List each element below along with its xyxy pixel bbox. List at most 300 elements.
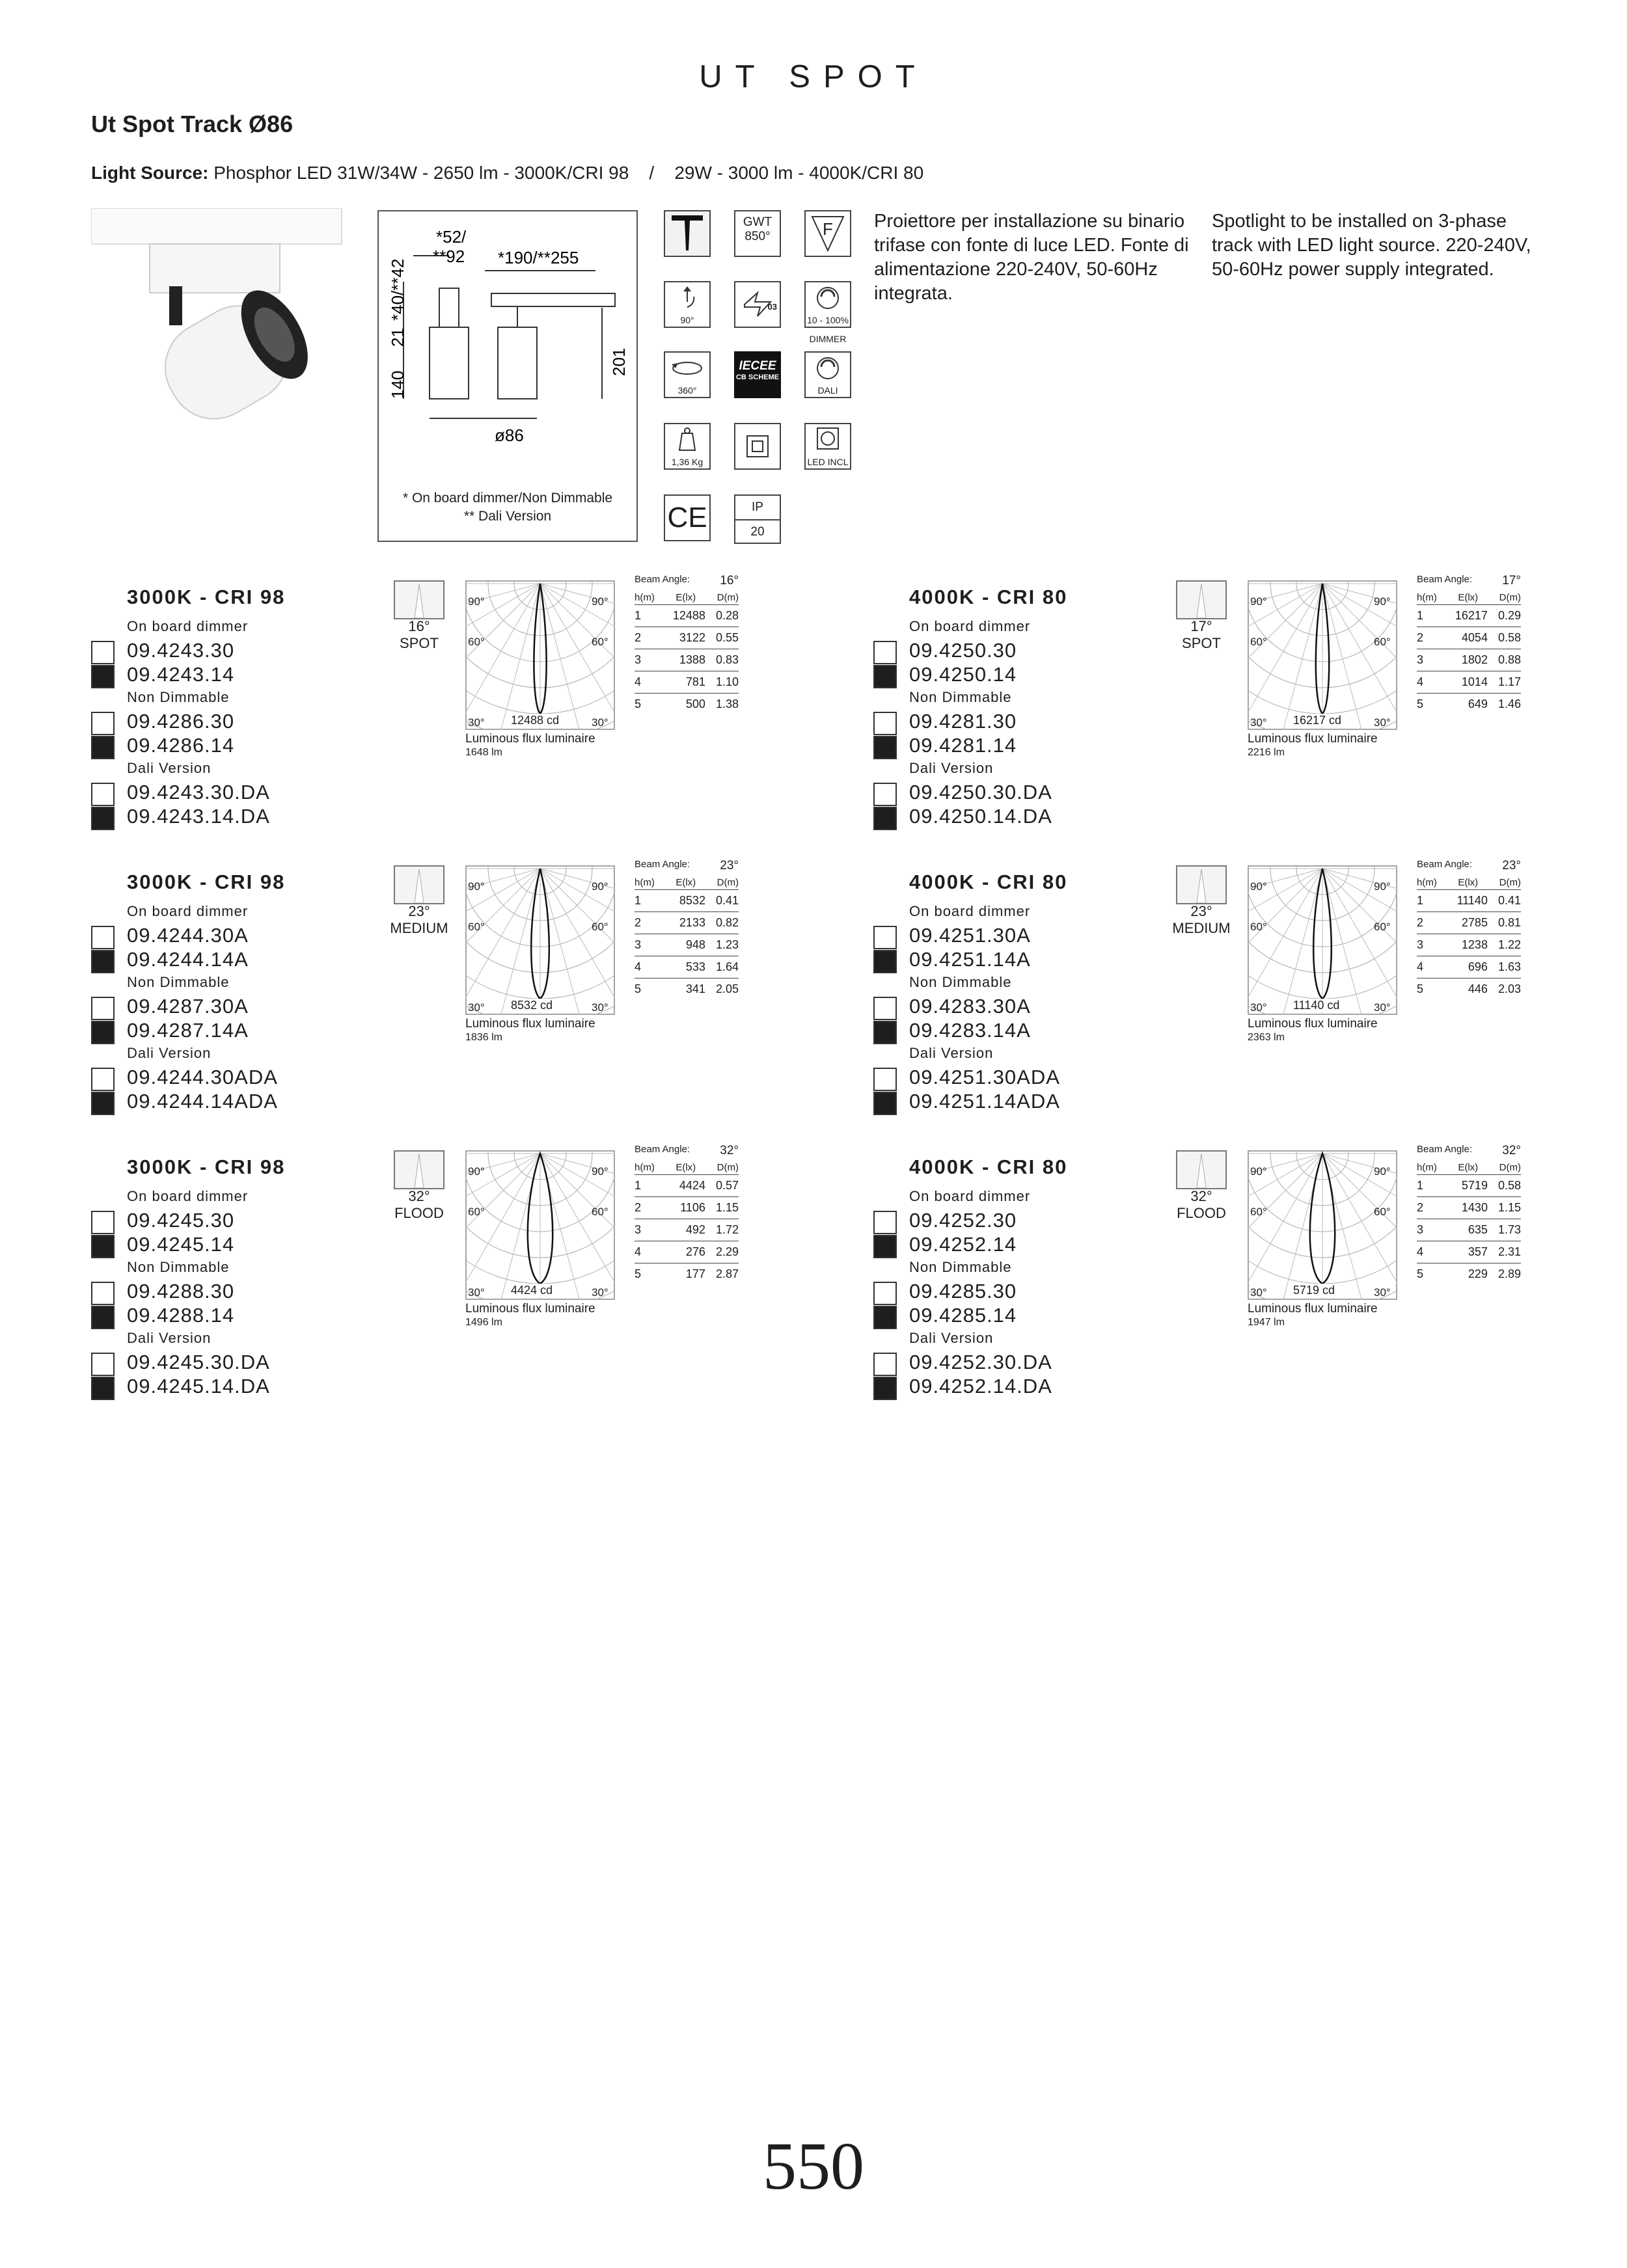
ip-label: IP — [735, 496, 780, 520]
beam-angle-value: 16° — [720, 574, 739, 587]
table-cell: 1430 — [1461, 1201, 1488, 1214]
product-code: 09.4251.14A — [909, 948, 1031, 971]
column-header: h(m) — [1417, 877, 1437, 888]
product-code: 09.4281.30 — [909, 710, 1017, 733]
table-row — [635, 671, 739, 694]
group-label: Dali Version — [127, 1045, 212, 1061]
finish-white-swatch — [91, 1282, 115, 1305]
light-source-text: Phosphor LED 31W/34W - 2650 lm - 3000K/CRI 98 / 29W - 3000 lm - 4000K/CRI 80 — [213, 163, 924, 183]
column-header: h(m) — [635, 592, 655, 603]
product-code: 09.4243.30 — [127, 639, 235, 662]
table-cell: 11140 — [1456, 894, 1488, 907]
table-cell: 4 — [635, 960, 642, 973]
svg-text:60°: 60° — [1250, 636, 1267, 648]
svg-text:30°: 30° — [1374, 716, 1391, 729]
beam-angle-value: 17° — [1502, 574, 1521, 587]
table-row — [635, 649, 739, 671]
polar-diagram — [465, 1150, 615, 1300]
product-code: 09.4288.30 — [127, 1280, 235, 1303]
finish-black-swatch — [873, 1377, 897, 1400]
table-header — [635, 1162, 739, 1175]
dim-left-b: 21 — [388, 328, 407, 347]
table-cell: 5719 — [1461, 1179, 1488, 1192]
product-code: 09.4283.30A — [909, 995, 1031, 1018]
beam-type: FLOOD — [1177, 1205, 1226, 1221]
table-cell: 3 — [635, 938, 642, 951]
finish-white-swatch — [873, 1282, 897, 1305]
table-cell: 16217 — [1455, 609, 1488, 622]
finish-black-swatch — [873, 950, 897, 973]
insulation-icon — [734, 423, 781, 470]
table-row — [1417, 627, 1521, 649]
beam-degree: 17° — [1190, 618, 1212, 634]
dim-note — [377, 489, 638, 526]
table-cell: 1 — [635, 609, 642, 622]
beam-cone-icon — [395, 1152, 443, 1188]
group-label: On board dimmer — [909, 903, 1031, 919]
finish-black-swatch — [91, 1377, 115, 1400]
ce-icon — [664, 494, 711, 541]
variant-title: 3000K - CRI 98 — [127, 1155, 286, 1178]
svg-text:30°: 30° — [468, 716, 485, 729]
column-header: D(m) — [1499, 1162, 1521, 1173]
polar-diagram — [1248, 865, 1397, 1015]
svg-text:60°: 60° — [1374, 1206, 1391, 1218]
beam-angle-label: Beam Angle: — [635, 859, 690, 870]
svg-text:90°: 90° — [592, 1165, 608, 1178]
finish-white-swatch — [873, 783, 897, 806]
column-header: D(m) — [1499, 592, 1521, 603]
svg-text:90°: 90° — [1374, 880, 1391, 893]
product-code: 09.4286.14 — [127, 734, 235, 757]
weight-icon — [664, 423, 711, 470]
led-incl-label: LED INCL — [807, 457, 849, 467]
flux-value: 1648 lm — [465, 747, 502, 758]
svg-text:90°: 90° — [1250, 1165, 1267, 1178]
rotate-icon — [664, 351, 711, 398]
table-cell: 4 — [1417, 1245, 1424, 1258]
dali-icon — [804, 351, 851, 398]
product-code: 09.4252.30.DA — [909, 1351, 1052, 1373]
table-cell: 5 — [635, 982, 642, 995]
dim-note-1: * On board dimmer/Non Dimmable — [402, 491, 613, 506]
table-cell: 1 — [635, 1179, 642, 1192]
table-cell: 635 — [1468, 1223, 1488, 1236]
flux-label: Luminous flux luminaire — [465, 1017, 595, 1031]
candela-value: 8532 cd — [511, 999, 553, 1012]
product-code: 09.4283.14A — [909, 1019, 1031, 1042]
product-code: 09.4244.30ADA — [127, 1066, 278, 1088]
table-cell: 5 — [1417, 982, 1424, 995]
beam-shape-icon — [1176, 865, 1227, 904]
beam-cone-icon — [1177, 867, 1225, 903]
variant-title: 4000K - CRI 80 — [909, 871, 1068, 893]
beam-angle-label: Beam Angle: — [1417, 574, 1473, 585]
variant-title: 3000K - CRI 98 — [127, 871, 286, 893]
illuminance-table — [635, 859, 739, 1000]
finish-white-swatch — [91, 783, 115, 806]
beam-degree: 32° — [408, 1188, 430, 1204]
finish-black-swatch — [873, 1235, 897, 1258]
table-cell: 1.15 — [715, 1201, 739, 1214]
product-code: 09.4243.14.DA — [127, 805, 270, 828]
table-cell: 5 — [1417, 1267, 1424, 1280]
svg-text:30°: 30° — [468, 1001, 485, 1014]
page-title: UT SPOT — [699, 59, 928, 94]
finish-black-swatch — [873, 1092, 897, 1115]
gwt-value: 850° — [745, 230, 771, 243]
column-header: E(lx) — [676, 1162, 696, 1173]
product-code: 09.4250.30 — [909, 639, 1017, 662]
led-incl-icon — [804, 423, 851, 470]
illuminance-table — [1417, 1144, 1521, 1285]
table-row — [1417, 694, 1521, 715]
finish-black-swatch — [91, 665, 115, 688]
table-cell: 177 — [685, 1267, 705, 1280]
table-cell: 0.58 — [1497, 631, 1521, 644]
ip-value: 20 — [750, 525, 765, 539]
svg-text:30°: 30° — [1374, 1001, 1391, 1014]
svg-text:90°: 90° — [468, 1165, 485, 1178]
table-cell: 2.87 — [715, 1267, 739, 1280]
table-cell: 1.22 — [1497, 938, 1521, 951]
finish-black-swatch — [91, 1092, 115, 1115]
table-header — [635, 592, 739, 605]
polar-diagram — [1248, 580, 1397, 730]
illuminance-table — [635, 574, 739, 715]
table-row — [635, 694, 739, 715]
table-cell: 357 — [1468, 1245, 1488, 1258]
beam-cone-icon — [395, 867, 443, 903]
table-cell: 1 — [1417, 609, 1424, 622]
beam-type: MEDIUM — [390, 920, 448, 936]
svg-text:60°: 60° — [468, 636, 485, 648]
f-mark-icon — [804, 210, 851, 257]
svg-text:30°: 30° — [592, 716, 608, 729]
table-cell: 276 — [685, 1245, 705, 1258]
group-label: Dali Version — [127, 1330, 212, 1346]
table-cell: 341 — [685, 982, 705, 995]
finish-white-swatch — [91, 997, 115, 1020]
table-cell: 0.58 — [1497, 1179, 1521, 1192]
finish-black-swatch — [91, 950, 115, 973]
table-header — [1417, 592, 1521, 605]
class-icon — [734, 281, 781, 328]
svg-text:30°: 30° — [1250, 1001, 1267, 1014]
product-title: Ut Spot Track Ø86 — [91, 111, 294, 137]
description-it: Proiettore per installazione su binario trifase con fonte di luce LED. Fonte di alimentazione 220-240V, 50-60Hz integrata. — [874, 211, 1189, 304]
finish-white-swatch — [91, 1068, 115, 1091]
finish-black-swatch — [91, 1306, 115, 1329]
flux-label: Luminous flux luminaire — [465, 1302, 595, 1316]
table-cell: 4 — [635, 1245, 642, 1258]
candela-value: 4424 cd — [511, 1284, 553, 1297]
table-cell: 8532 — [679, 894, 705, 907]
variant-title: 4000K - CRI 80 — [909, 586, 1068, 608]
group-label: Non Dimmable — [909, 689, 1012, 705]
candela-value: 12488 cd — [511, 714, 560, 727]
product-code: 09.4250.14 — [909, 663, 1017, 686]
product-code: 09.4251.30ADA — [909, 1066, 1060, 1088]
dali-label: DALI — [817, 385, 838, 396]
dim-diameter: ø86 — [495, 425, 524, 445]
column-header: h(m) — [635, 877, 655, 888]
table-cell: 1.72 — [715, 1223, 739, 1236]
table-cell: 1.64 — [715, 960, 739, 973]
dim-note-2: ** Dali Version — [463, 509, 552, 524]
polar-diagram — [1248, 1150, 1397, 1300]
product-code: 09.4252.14.DA — [909, 1375, 1052, 1397]
svg-text:60°: 60° — [468, 1206, 485, 1218]
group-label: Dali Version — [909, 1045, 994, 1061]
table-cell: 4 — [1417, 960, 1424, 973]
product-code: 09.4245.14 — [127, 1233, 235, 1256]
product-code: 09.4245.30.DA — [127, 1351, 270, 1373]
svg-text:60°: 60° — [1374, 636, 1391, 648]
dimension-lines — [377, 210, 638, 483]
group-label: Non Dimmable — [909, 974, 1012, 990]
table-cell: 2.05 — [715, 982, 739, 995]
finish-black-swatch — [873, 1306, 897, 1329]
svg-text:30°: 30° — [1250, 1286, 1267, 1299]
svg-text:90°: 90° — [1250, 595, 1267, 608]
table-cell: 2785 — [1461, 916, 1488, 929]
group-label: On board dimmer — [127, 903, 249, 919]
beam-shape-icon — [394, 865, 444, 904]
finish-white-swatch — [873, 712, 897, 735]
finish-white-swatch — [873, 997, 897, 1020]
finish-black-swatch — [873, 665, 897, 688]
product-code: 09.4288.14 — [127, 1304, 235, 1327]
group-label: On board dimmer — [127, 1188, 249, 1204]
finish-white-swatch — [91, 712, 115, 735]
column-header: h(m) — [1417, 592, 1437, 603]
column-header: E(lx) — [1458, 1162, 1479, 1173]
description-en: Spotlight to be installed on 3-phase track with LED light source. 220-240V, 50-60Hz power supply integrated. — [1212, 211, 1531, 280]
finish-white-swatch — [91, 1211, 115, 1234]
table-row — [635, 890, 739, 912]
table-cell: 2 — [1417, 916, 1424, 929]
beam-angle-row — [1417, 1144, 1521, 1158]
class-value: 03 — [767, 302, 777, 312]
beam-angle-label: Beam Angle: — [1417, 1144, 1473, 1155]
finish-white-swatch — [873, 641, 897, 664]
illuminance-table — [635, 1144, 739, 1285]
beam-icon — [664, 210, 711, 257]
table-cell: 2 — [1417, 1201, 1424, 1214]
table-cell: 696 — [1468, 960, 1488, 973]
beam-shape-icon — [1176, 1150, 1227, 1189]
svg-text:30°: 30° — [1374, 1286, 1391, 1299]
product-code: 09.4243.30.DA — [127, 781, 270, 803]
table-cell: 5 — [635, 1267, 642, 1280]
dim-top-left: *52/ — [436, 227, 467, 247]
table-row — [635, 1197, 739, 1219]
table-row — [1417, 934, 1521, 956]
product-code: 09.4245.30 — [127, 1209, 235, 1232]
table-cell: 0.29 — [1497, 609, 1521, 622]
table-cell: 4424 — [679, 1179, 705, 1192]
variant-title: 4000K - CRI 80 — [909, 1155, 1068, 1178]
svg-text:60°: 60° — [592, 636, 608, 648]
finish-white-swatch — [91, 926, 115, 949]
table-cell: 2 — [635, 916, 642, 929]
beam-type: SPOT — [1182, 635, 1221, 651]
svg-text:90°: 90° — [468, 595, 485, 608]
flux-value: 2363 lm — [1248, 1032, 1285, 1043]
table-cell: 1 — [1417, 894, 1424, 907]
ip-icon — [734, 494, 781, 544]
svg-text:60°: 60° — [1250, 1206, 1267, 1218]
flux-label: Luminous flux luminaire — [1248, 1302, 1378, 1316]
table-cell: 500 — [685, 697, 705, 710]
table-header — [1417, 877, 1521, 890]
svg-text:90°: 90° — [592, 595, 608, 608]
column-header: h(m) — [635, 1162, 655, 1173]
iecee-sub: CB SCHEME — [735, 373, 779, 381]
svg-text:60°: 60° — [468, 921, 485, 933]
dim-left-a: *40/**42 — [388, 258, 407, 321]
beam-angle-value: 23° — [1502, 859, 1521, 872]
beam-cone-icon — [1177, 1152, 1225, 1188]
table-cell: 533 — [685, 960, 705, 973]
table-cell: 2 — [1417, 631, 1424, 644]
dim-top-right: *190/**255 — [498, 248, 579, 267]
beam-angle-label: Beam Angle: — [635, 574, 690, 585]
iecee-icon — [734, 351, 781, 398]
table-cell: 5 — [635, 697, 642, 710]
beam-angle-row — [1417, 574, 1521, 588]
group-label: Non Dimmable — [127, 1259, 230, 1275]
column-header: D(m) — [717, 592, 739, 603]
product-code: 09.4252.14 — [909, 1233, 1017, 1256]
table-cell: 1802 — [1461, 653, 1488, 666]
beam-shape-icon — [1176, 580, 1227, 619]
beam-cone-icon — [1177, 582, 1225, 618]
table-cell: 1.10 — [715, 675, 739, 688]
table-row — [1417, 956, 1521, 979]
product-code: 09.4285.30 — [909, 1280, 1017, 1303]
column-header: h(m) — [1417, 1162, 1437, 1173]
product-code: 09.4251.30A — [909, 924, 1031, 947]
table-cell: 2 — [635, 1201, 642, 1214]
table-cell: 1.17 — [1497, 675, 1521, 688]
table-cell: 2 — [635, 631, 642, 644]
product-code: 09.4285.14 — [909, 1304, 1017, 1327]
table-cell: 446 — [1468, 982, 1488, 995]
column-header: D(m) — [717, 1162, 739, 1173]
table-cell: 229 — [1468, 1267, 1488, 1280]
table-cell: 12488 — [672, 609, 705, 622]
table-header — [1417, 1162, 1521, 1175]
candela-value: 11140 cd — [1293, 999, 1340, 1012]
rotate-value: 360° — [677, 385, 697, 396]
finish-black-swatch — [91, 807, 115, 830]
table-cell: 2.03 — [1497, 982, 1521, 995]
beam-angle-label: Beam Angle: — [635, 1144, 690, 1155]
product-code: 09.4286.30 — [127, 710, 235, 733]
table-row — [635, 1263, 739, 1285]
group-label: Dali Version — [909, 760, 994, 776]
column-header: E(lx) — [676, 877, 696, 888]
product-code: 09.4250.14.DA — [909, 805, 1052, 828]
dimmer-range: 10 - 100% — [807, 315, 849, 325]
group-label: Non Dimmable — [909, 1259, 1012, 1275]
table-cell: 0.82 — [715, 916, 739, 929]
svg-text:90°: 90° — [592, 880, 608, 893]
table-row — [635, 1241, 739, 1263]
table-cell: 948 — [685, 938, 705, 951]
beam-degree: 32° — [1190, 1188, 1212, 1204]
table-cell: 1.23 — [715, 938, 739, 951]
beam-type: FLOOD — [394, 1205, 444, 1221]
table-cell: 1 — [635, 894, 642, 907]
table-cell: 3 — [1417, 938, 1424, 951]
svg-text:90°: 90° — [1374, 595, 1391, 608]
beam-angle-row — [635, 1144, 739, 1158]
beam-angle-value: 32° — [720, 1144, 739, 1157]
product-code: 09.4251.14ADA — [909, 1090, 1060, 1113]
column-header: E(lx) — [1458, 877, 1479, 888]
table-row — [635, 956, 739, 979]
table-cell: 5 — [1417, 697, 1424, 710]
finish-white-swatch — [91, 1353, 115, 1376]
table-row — [1417, 671, 1521, 694]
svg-text:60°: 60° — [592, 1206, 608, 1218]
table-cell: 0.57 — [715, 1179, 739, 1192]
beam-type: MEDIUM — [1172, 920, 1231, 936]
beam-shape-icon — [394, 1150, 444, 1189]
group-label: Non Dimmable — [127, 974, 230, 990]
table-cell: 492 — [685, 1223, 705, 1236]
table-cell: 649 — [1468, 697, 1488, 710]
table-row — [1417, 912, 1521, 934]
polar-diagram — [465, 580, 615, 730]
finish-black-swatch — [873, 736, 897, 759]
table-cell: 781 — [685, 675, 705, 688]
table-row — [635, 934, 739, 956]
finish-white-swatch — [873, 1211, 897, 1234]
product-code: 09.4244.14A — [127, 948, 249, 971]
group-label: On board dimmer — [127, 618, 249, 634]
table-row — [1417, 649, 1521, 671]
dim-right: 201 — [609, 347, 629, 376]
product-code: 09.4243.14 — [127, 663, 235, 686]
svg-text:30°: 30° — [468, 1286, 485, 1299]
table-row — [635, 912, 739, 934]
svg-text:60°: 60° — [1250, 921, 1267, 933]
beam-degree: 23° — [408, 903, 430, 919]
table-cell: 3 — [635, 1223, 642, 1236]
beam-angle-value: 32° — [1502, 1144, 1521, 1157]
flux-label: Luminous flux luminaire — [1248, 732, 1378, 746]
product-code: 09.4250.30.DA — [909, 781, 1052, 803]
table-cell: 3 — [635, 653, 642, 666]
table-cell: 1.63 — [1497, 960, 1521, 973]
product-photo — [91, 208, 345, 442]
table-row — [1417, 1175, 1521, 1197]
table-cell: 1.15 — [1497, 1201, 1521, 1214]
table-cell: 0.88 — [1497, 653, 1521, 666]
table-cell: 1106 — [680, 1201, 705, 1214]
finish-black-swatch — [91, 1021, 115, 1044]
product-code: 09.4245.14.DA — [127, 1375, 270, 1397]
candela-value: 5719 cd — [1293, 1284, 1335, 1297]
table-row — [1417, 890, 1521, 912]
product-code: 09.4287.14A — [127, 1019, 249, 1042]
table-row — [1417, 1219, 1521, 1241]
table-cell: 2.31 — [1497, 1245, 1521, 1258]
